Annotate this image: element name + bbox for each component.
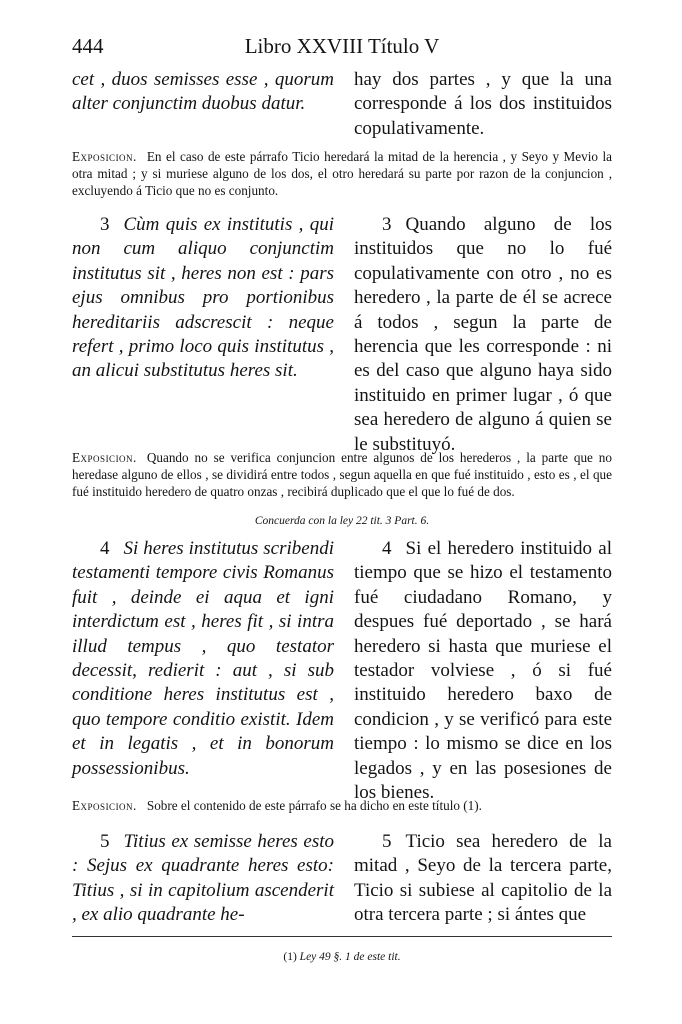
spanish-text: hay dos partes , y que la una corresponde á los dos instituidos copulativamente. [354,69,612,139]
latin-text: cet , duos semisses esse , quorum alter conjunctim duobus datur. [72,69,334,115]
exposition-text: En el caso de este párrafo Ticio heredará la mitad de la herencia , y Seyo y Mevio la otra mitad ; y si muriese alguno de los dos, el otro heredará su parte por razon de la conjuncion , excluyendo á Ticio que no es conjunto. [72,149,612,198]
exposition-label: Exposicion. [72,450,137,465]
exposition-text: Sobre el contenido de este párrafo se ha dicho en este título (1). [146,798,482,813]
latin-paragraph [72,537,334,781]
latin-text: Titius ex semisse heres esto : Sejus ex quadrante heres esto: Titius , si in capitolium ascenderit , ex alio quadrante he- [72,831,334,926]
running-title: Libro XXVIII Título V [244,34,440,58]
exposition-label: Exposicion. [72,798,137,813]
concordance-note: Concuerda con la ley 22 tit. 3 Part. 6. [254,515,430,527]
page-number: 444 [72,34,104,58]
paragraph-number: 3 [382,214,392,235]
spanish-paragraph [354,537,612,805]
spanish-text: Si el heredero instituido al tiempo que se hizo el testamento fué ciudadano Romano, y despues fué deportado , se hará heredero si hasta que muriese el testador volviese , ó si fué instituido heredero baxo de condicion , y se verificó para este tiempo : lo mismo se dice en los legados , y en las posesiones de los bienes. [354,538,612,804]
exposition-3 [72,797,612,814]
latin-paragraph [72,830,334,928]
footnote-mark: (1) [283,951,297,963]
exposition-1 [72,148,612,199]
footnote-text: Ley 49 §. 1 de este tit. [299,951,401,963]
spanish-text: Ticio sea heredero de la mitad , Seyo de la tercera parte, Ticio si subiese al capitolio de la otra tercera parte ; si ántes que [354,831,612,926]
spanish-paragraph [354,213,612,457]
exposition-label: Exposicion. [72,149,137,164]
page-header [72,34,612,62]
exposition-text: Quando no se verifica conjuncion entre algunos de los herederos , la parte que no heredase alguno de ellos , se dividirá entre todos , segun aquella en que fué instituido , esto es , el que fué instituido heredero de quatro onzas , recibirá duplicado que el que lo fué de dos. [72,450,612,499]
spanish-paragraph [354,830,612,928]
footnote-rule [72,936,612,937]
footnote [72,951,612,963]
latin-paragraph [72,213,334,384]
paragraph-number: 5 [100,831,110,852]
paragraph-number: 4 [100,538,110,559]
latin-text: Cùm quis ex institutis , qui non cum aliquo conjunctim institutus sit , heres non est : pars ejus omnibus pro portionibus hereditariis adscrescit : neque refert , primo loco quis institutus , an alicui substitutus heres sit. [72,214,334,382]
paragraph-number: 4 [382,538,392,559]
latin-text: Si heres institutus scribendi testamenti tempore civis Romanus fuit , deinde ei aqua et igni interdictum est , heres fit , si intra illud tempus , quo testator decessit, redierit : aut , si sub conditione heres institutus est , quo tempore conditio existit. Idem et in legatis , et in bonorum possessionibus. [72,538,334,779]
exposition-2 [72,449,612,500]
spanish-text: Quando alguno de los instituidos que no lo fué copulativamente con otro , no es heredero , la parte de él se acrece á todos , segun la parte de herencia que les corresponde : ni es del caso que alguno haya sido instituido en primer lugar , ó que sea heredero de alguno á quien se le substituyó. [354,214,612,455]
paragraph-number: 5 [382,831,392,852]
paragraph-number: 3 [100,214,110,235]
